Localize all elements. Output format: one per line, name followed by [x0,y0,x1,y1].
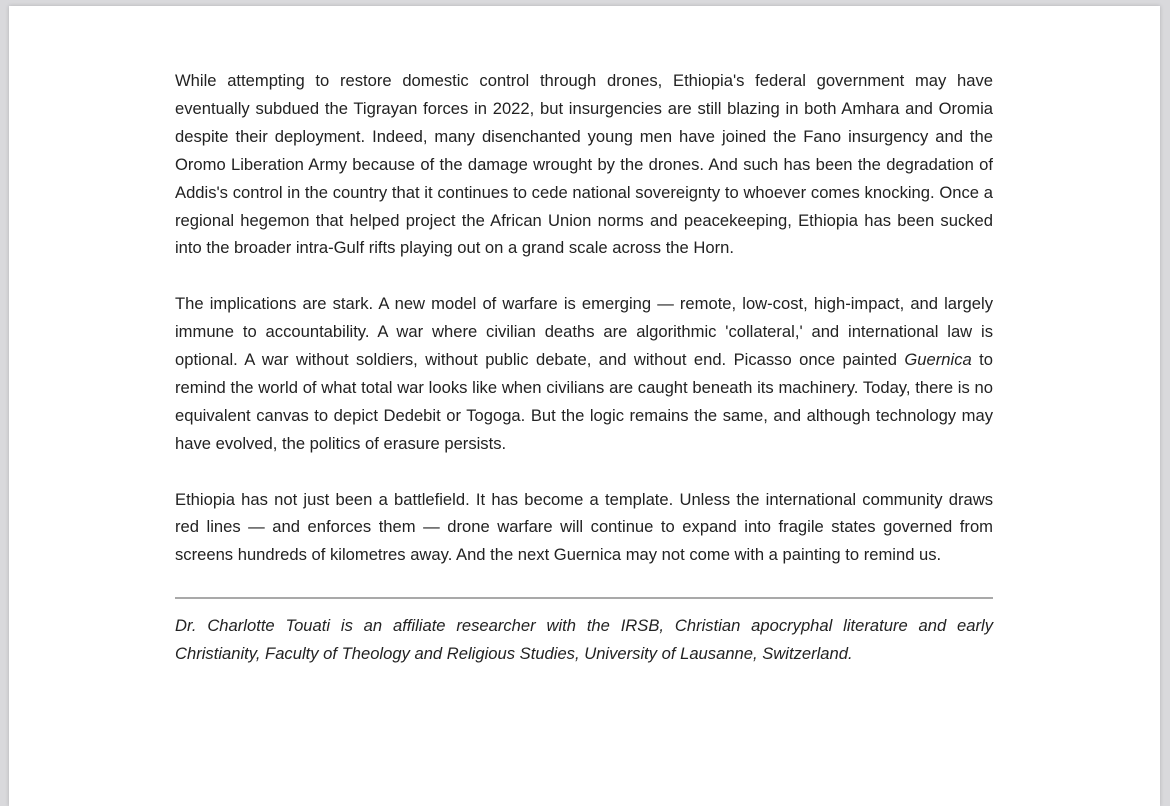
article-paragraph-1: While attempting to restore domestic control through drones, Ethiopia's federal government may have eventually subdued the Tigrayan forces in 2022, but insurgencies are still blazing in both Amhara and Oromia despite their deployment. Indeed, many disenchanted young men have joined the Fano insurgency and the Oromo Liberation Army because of the damage wrought by the drones. And such has been the degradation of Addis's control in the country that it continues to cede national sovereignty to whoever comes knocking. Once a regional hegemon that helped project the African Union norms and peacekeeping, Ethiopia has been sucked into the broader intra-Gulf rifts playing out on a grand scale across the Horn. [175,71,993,258]
article-paragraph-3: Ethiopia has not just been a battlefield. It has become a template. Unless the international community draws red lines — and enforces them — drone warfare will continue to expand into fragile states governed from screens hundreds of kilometres away. And the next Guernica may not come with a painting to remind us. [175,489,993,565]
section-divider [175,597,993,599]
paragraph-2-text-after-title: to remind the world of what total war looks like when civilians are caught beneath its machinery. Today, there is no equivalent canvas to depict Dedebit or Togoga. But the logic remains the same, and although technology may have evolved, the politics of erasure persists. [175,350,993,453]
document-page [9,6,1160,806]
article-body [175,67,993,668]
paragraph-2-text-before-title: The implications are stark. A new model of warfare is emerging — remote, low-cost, high-impact, and largely immune to accountability. A war where civilian deaths are algorithmic 'collateral,' and international law is optional. A war without soldiers, without public debate, and without end. Picasso once painted [175,294,993,370]
article-paragraph-2 [175,290,993,457]
author-bio: Dr. Charlotte Touati is an affiliate researcher with the IRSB, Christian apocryphal literature and early Christianity, Faculty of Theology and Religious Studies, University of Lausanne, Switzerland. [175,616,993,664]
artwork-title-guernica: Guernica [904,350,972,370]
